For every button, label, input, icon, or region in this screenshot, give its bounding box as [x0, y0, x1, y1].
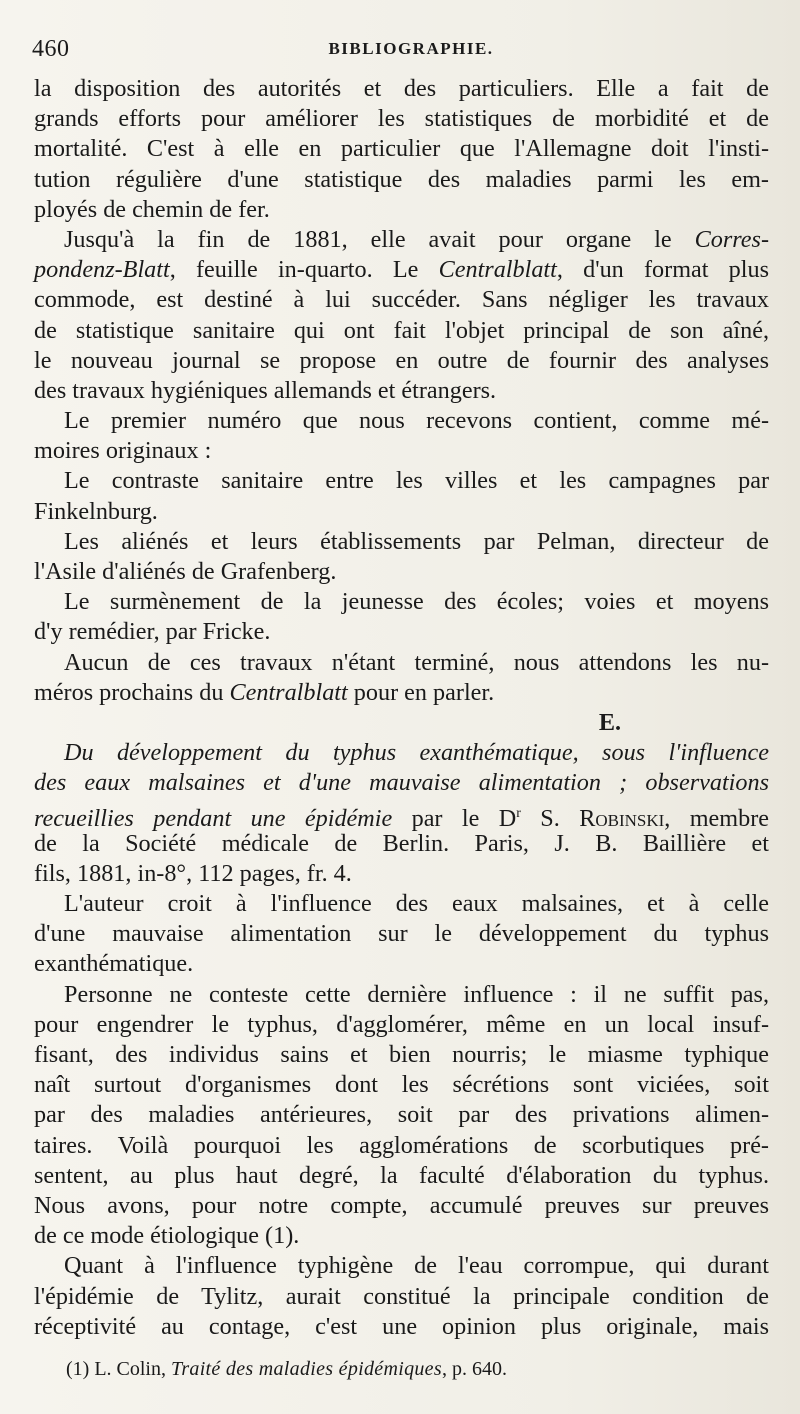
text-line: L'auteur croit à l'influence des eaux malsaines, et à celle — [64, 890, 769, 918]
text-line: de statistique sanitaire qui ont fait l'objet principal de son aîné, — [34, 316, 769, 344]
signature: E. — [598, 708, 621, 736]
text-line: moires originaux : — [34, 437, 212, 465]
text-line: Finkelnburg. — [34, 497, 158, 525]
page-header — [32, 36, 760, 66]
text-line: Les aliénés et leurs établissements par Pelman, directeur de — [64, 527, 769, 555]
text-line: de la Société médicale de Berlin. Paris, J. B. Baillière et — [34, 829, 769, 857]
book-title-line: des eaux malsaines et d'une mauvaise alimentation ; observations — [34, 769, 769, 797]
text-line: commode, est destiné à lui succéder. Sans négliger les travaux — [34, 286, 769, 314]
text-line: méros prochains du Centralblatt pour en parler. — [34, 678, 495, 706]
footnote: (1) L. Colin, Traité des maladies épidémiques, p. 640. — [66, 1358, 507, 1380]
text-line: grands efforts pour améliorer les statistiques de morbidité et de — [34, 105, 769, 133]
text-line: Quant à l'influence typhigène de l'eau corrompue, qui durant — [64, 1252, 769, 1280]
text-line: la disposition des autorités et des particuliers. Elle a fait de — [34, 75, 769, 102]
text-line: réceptivité au contage, c'est une opinion plus originale, mais — [34, 1312, 769, 1340]
text-line: Nous avons, pour notre compte, accumulé preuves sur preuves — [34, 1191, 769, 1219]
body-text — [34, 74, 769, 1342]
text-line: Aucun de ces travaux n'étant terminé, nous attendons les nu- — [64, 648, 769, 676]
text-line: pour engendrer le typhus, d'agglomérer, même en un local insuf- — [34, 1010, 769, 1038]
text-line: exanthématique. — [34, 950, 194, 978]
text-line: Jusqu'à la fin de 1881, elle avait pour organe le Corres- — [64, 225, 770, 253]
text-line: d'une mauvaise alimentation sur le développement du typhus — [34, 920, 769, 948]
text-line: le nouveau journal se propose en outre de fournir des analyses — [34, 346, 769, 374]
book-title-line: recueillies pendant une épidémie par le $D^r$ S. Robinski, membre — [34, 804, 769, 832]
text-line: taires. Voilà pourquoi les agglomérations de scorbutiques pré- — [34, 1131, 769, 1159]
text-line: des travaux hygiéniques allemands et étrangers. — [34, 376, 497, 404]
book-title-line: Du développement du typhus exanthématique, sous l'influence — [64, 739, 769, 767]
text-line: d'y remédier, par Fricke. — [34, 618, 271, 646]
text-line: l'épidémie de Tylitz, aurait constitué la principale condition de — [34, 1282, 769, 1310]
text-line: Le premier numéro que nous recevons contient, comme mé- — [64, 407, 769, 435]
text-line: de ce mode étiologique (1). — [34, 1222, 300, 1250]
text-line: Le contraste sanitaire entre les villes et les campagnes par — [64, 467, 769, 495]
text-line: sentent, au plus haut degré, la faculté d'élaboration du typhus. — [34, 1161, 769, 1189]
text-line: mortalité. C'est à elle en particulier que l'Allemagne doit l'insti- — [34, 135, 769, 163]
text-line: fils, 1881, in-8°, 112 pages, fr. 4. — [34, 859, 352, 887]
text-line: Personne ne conteste cette dernière influence : il ne suffit pas, — [64, 980, 769, 1008]
text-line: ployés de chemin de fer. — [34, 195, 270, 223]
text-line: naît surtout d'organismes dont les sécrétions sont viciées, soit — [34, 1071, 769, 1099]
text-line: pondenz-Blatt, feuille in-quarto. Le Centralblatt, d'un format plus — [34, 256, 769, 284]
text-line: Le surmènement de la jeunesse des écoles; voies et moyens — [64, 588, 769, 616]
text-line: tution régulière d'une statistique des maladies parmi les em- — [34, 165, 769, 193]
text-line: fisant, des individus sains et bien nourris; le miasme typhique — [34, 1041, 769, 1068]
text-line: l'Asile d'aliénés de Grafenberg. — [34, 558, 337, 585]
page-number: 460 — [32, 36, 70, 62]
text-line: par des maladies antérieures, soit par des privations alimen- — [34, 1101, 769, 1129]
running-head: BIBLIOGRAPHIE. — [328, 39, 494, 58]
